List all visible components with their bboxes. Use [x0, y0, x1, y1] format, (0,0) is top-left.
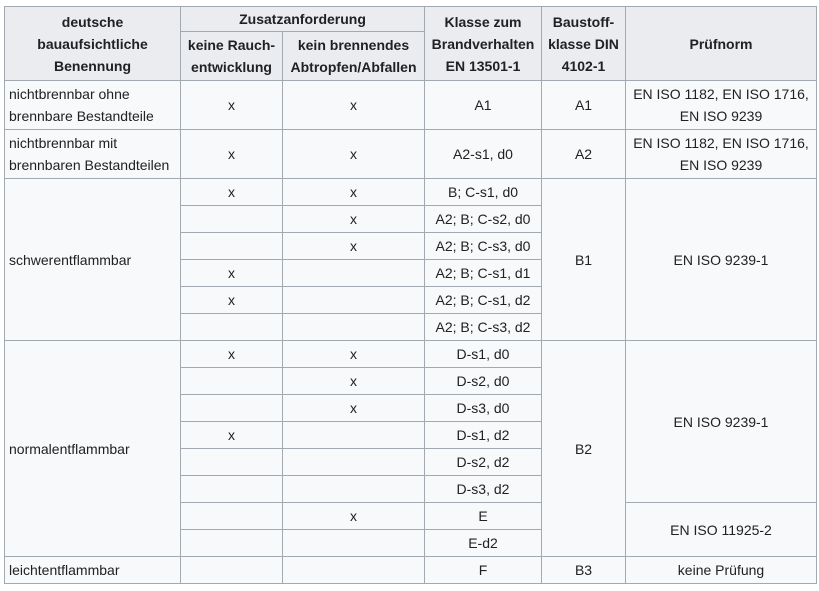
rauch-cell [181, 530, 283, 557]
klasse-en-cell: A1 [425, 81, 542, 130]
pruefnorm-cell: keine Prüfung [626, 557, 817, 584]
rauch-cell: x [181, 179, 283, 206]
pruefnorm-cell: EN ISO 1182, EN ISO 1716, EN ISO 9239 [626, 81, 817, 130]
pruefnorm-cell: EN ISO 9239-1 [626, 179, 817, 341]
abtropfen-cell [283, 530, 425, 557]
rauch-cell [181, 395, 283, 422]
rauch-cell: x [181, 260, 283, 287]
klasse-en-cell: A2; B; C-s3, d0 [425, 233, 542, 260]
abtropfen-cell [283, 476, 425, 503]
benennung-cell: nichtbrennbar ohne brennbare Bestandteile [5, 81, 181, 130]
table-row [5, 557, 817, 584]
rauch-cell [181, 449, 283, 476]
table-row [5, 130, 817, 179]
klasse-en-cell: D-s2, d2 [425, 449, 542, 476]
table-row [5, 341, 817, 368]
abtropfen-cell: x [283, 233, 425, 260]
klasse-en-cell: D-s3, d0 [425, 395, 542, 422]
klasse-en-cell: E-d2 [425, 530, 542, 557]
header-klasse-en: Klasse zum Brandverhalten EN 13501-1 [425, 7, 542, 81]
rauch-cell [181, 314, 283, 341]
klasse-en-cell: D-s1, d2 [425, 422, 542, 449]
header-pruefnorm: Prüfnorm [626, 7, 817, 81]
abtropfen-cell [283, 422, 425, 449]
table-row [5, 81, 817, 130]
pruefnorm-cell: EN ISO 9239-1 [626, 341, 817, 503]
benennung-cell: normalentflammbar [5, 341, 181, 557]
klasse-en-cell: A2; B; C-s1, d1 [425, 260, 542, 287]
abtropfen-cell [283, 314, 425, 341]
header-abtropfen: kein brennendes Abtropfen/Abfallen [283, 32, 425, 81]
rauch-cell [181, 503, 283, 530]
rauch-cell: x [181, 341, 283, 368]
rauch-cell [181, 368, 283, 395]
header-row-1 [5, 7, 817, 32]
rauch-cell [181, 233, 283, 260]
header-rauch: keine Rauch-entwicklung [181, 32, 283, 81]
klasse-en-cell: D-s3, d2 [425, 476, 542, 503]
header-zusatzanforderung: Zusatzanforderung [181, 7, 425, 32]
klasse-din-cell: B2 [542, 341, 626, 557]
klasse-en-cell: A2; B; C-s3, d2 [425, 314, 542, 341]
klasse-din-cell: B3 [542, 557, 626, 584]
abtropfen-cell [283, 287, 425, 314]
pruefnorm-cell: EN ISO 1182, EN ISO 1716, EN ISO 9239 [626, 130, 817, 179]
abtropfen-cell [283, 260, 425, 287]
abtropfen-cell: x [283, 368, 425, 395]
rauch-cell [181, 206, 283, 233]
header-klasse-din: Baustoff-klasse DIN 4102-1 [542, 7, 626, 81]
fire-classification-table [4, 6, 817, 584]
abtropfen-cell: x [283, 503, 425, 530]
rauch-cell: x [181, 81, 283, 130]
abtropfen-cell: x [283, 341, 425, 368]
abtropfen-cell: x [283, 179, 425, 206]
klasse-en-cell: D-s2, d0 [425, 368, 542, 395]
table-row [5, 179, 817, 206]
klasse-en-cell: E [425, 503, 542, 530]
pruefnorm-cell: EN ISO 11925-2 [626, 503, 817, 557]
klasse-en-cell: A2; B; C-s1, d2 [425, 287, 542, 314]
abtropfen-cell: x [283, 130, 425, 179]
header-benennung: deutsche bauaufsichtliche Benennung [5, 7, 181, 81]
benennung-cell: schwerentflammbar [5, 179, 181, 341]
rauch-cell [181, 557, 283, 584]
rauch-cell: x [181, 422, 283, 449]
klasse-din-cell: A1 [542, 81, 626, 130]
klasse-en-cell: B; C-s1, d0 [425, 179, 542, 206]
benennung-cell: leichtentflammbar [5, 557, 181, 584]
rauch-cell: x [181, 287, 283, 314]
klasse-en-cell: F [425, 557, 542, 584]
klasse-en-cell: D-s1, d0 [425, 341, 542, 368]
klasse-din-cell: B1 [542, 179, 626, 341]
klasse-din-cell: A2 [542, 130, 626, 179]
abtropfen-cell: x [283, 206, 425, 233]
abtropfen-cell: x [283, 395, 425, 422]
abtropfen-cell: x [283, 81, 425, 130]
rauch-cell [181, 476, 283, 503]
benennung-cell: nichtbrennbar mit brennbaren Bestandteilen [5, 130, 181, 179]
abtropfen-cell [283, 557, 425, 584]
klasse-en-cell: A2-s1, d0 [425, 130, 542, 179]
rauch-cell: x [181, 130, 283, 179]
abtropfen-cell [283, 449, 425, 476]
klasse-en-cell: A2; B; C-s2, d0 [425, 206, 542, 233]
